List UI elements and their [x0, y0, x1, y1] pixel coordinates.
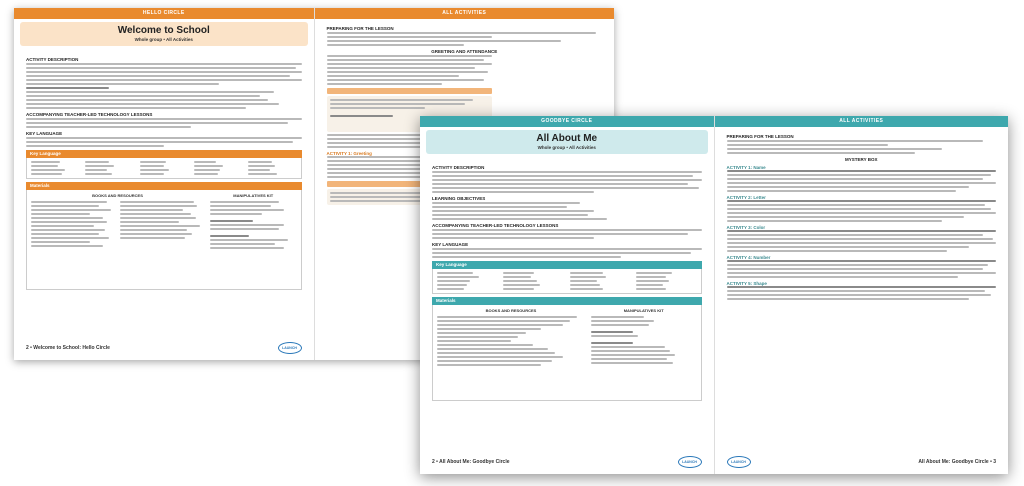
page-header: ALL ACTIVITIES: [315, 8, 615, 19]
materials-column-heading: BOOKS AND RESOURCES: [92, 193, 143, 198]
text-block: [727, 260, 997, 278]
front-right-page: [714, 116, 1009, 474]
page-header: ALL ACTIVITIES: [715, 116, 1009, 127]
text-block: [727, 230, 997, 252]
page-footer: [432, 456, 702, 468]
activity-heading: ACTIVITY 5: Shape: [726, 281, 767, 286]
page-title: All About Me: [536, 133, 598, 144]
activity-heading: ACTIVITY 1: Greeting: [326, 151, 372, 156]
section-heading: LEARNING OBJECTIVES: [432, 196, 486, 201]
text-block: [432, 229, 702, 239]
card-header: [327, 88, 492, 94]
section-heading: PREPARING FOR THE LESSON: [726, 134, 794, 139]
page-header: HELLO CIRCLE: [14, 8, 314, 19]
section-heading: GREETING AND ATTENDANCE: [431, 49, 498, 54]
section-heading: KEY LANGUAGE: [26, 131, 63, 136]
key-language-box-header: Key Language: [432, 261, 702, 269]
activity-heading: ACTIVITY 2: Letter: [726, 195, 766, 200]
text-block: [727, 140, 997, 154]
materials-column-heading: MANIPULATIVES KIT: [233, 193, 274, 198]
materials-box: [26, 190, 302, 290]
footer-text: 2 • All About Me: Goodbye Circle: [432, 459, 510, 465]
section-heading: PREPARING FOR THE LESSON: [326, 26, 394, 31]
page-header: GOODBYE CIRCLE: [420, 116, 714, 127]
section-heading: ACCOMPANYING TEACHER-LED TECHNOLOGY LESSONS: [432, 223, 559, 228]
text-block: [327, 55, 492, 85]
page-subtitle: Whole group • All Activities: [134, 37, 193, 42]
front-spread: [420, 116, 1008, 474]
launch-logo-icon: LAUNCH: [278, 342, 302, 354]
text-block: [727, 286, 997, 300]
page-footer: [26, 342, 302, 354]
front-left-page: [420, 116, 714, 474]
text-block: [727, 200, 997, 222]
footer-text: 2 • Welcome to School: Hello Circle: [26, 345, 110, 351]
page-title: Welcome to School: [117, 25, 210, 36]
materials-column-heading: MANIPULATIVES KIT: [623, 308, 664, 313]
title-box: [426, 130, 708, 154]
key-language-box: [26, 158, 302, 179]
footer-text: All About Me: Goodbye Circle • 3: [918, 459, 996, 465]
key-language-box: [432, 269, 702, 294]
activity-heading: ACTIVITY 3: Color: [726, 225, 766, 230]
section-heading: ACTIVITY DESCRIPTION: [26, 57, 79, 62]
launch-logo-icon: LAUNCH: [678, 456, 702, 468]
text-block: [727, 170, 997, 192]
text-block: [26, 118, 302, 128]
text-block: [26, 137, 302, 147]
section-heading: MYSTERY BOX: [844, 157, 878, 162]
text-block: [432, 202, 702, 220]
back-left-page: [14, 8, 314, 360]
materials-box-header: Materials: [26, 182, 302, 190]
text-block: [432, 171, 702, 193]
key-language-box-header: Key Language: [26, 150, 302, 158]
section-heading: KEY LANGUAGE: [432, 242, 469, 247]
text-block: [26, 63, 302, 109]
text-block: [327, 32, 603, 46]
title-box: [20, 22, 308, 46]
launch-logo-icon: LAUNCH: [727, 456, 751, 468]
materials-box-header: Materials: [432, 297, 702, 305]
text-block: [432, 248, 702, 258]
section-heading: ACTIVITY DESCRIPTION: [432, 165, 485, 170]
materials-box: [432, 305, 702, 401]
page-footer: [727, 456, 997, 468]
section-heading: ACCOMPANYING TEACHER-LED TECHNOLOGY LESSONS: [26, 112, 153, 117]
page-subtitle: Whole group • All Activities: [537, 145, 596, 150]
materials-column-heading: BOOKS AND RESOURCES: [485, 308, 537, 313]
activity-heading: ACTIVITY 1: Name: [726, 165, 766, 170]
activity-heading: ACTIVITY 4: Number: [726, 255, 771, 260]
